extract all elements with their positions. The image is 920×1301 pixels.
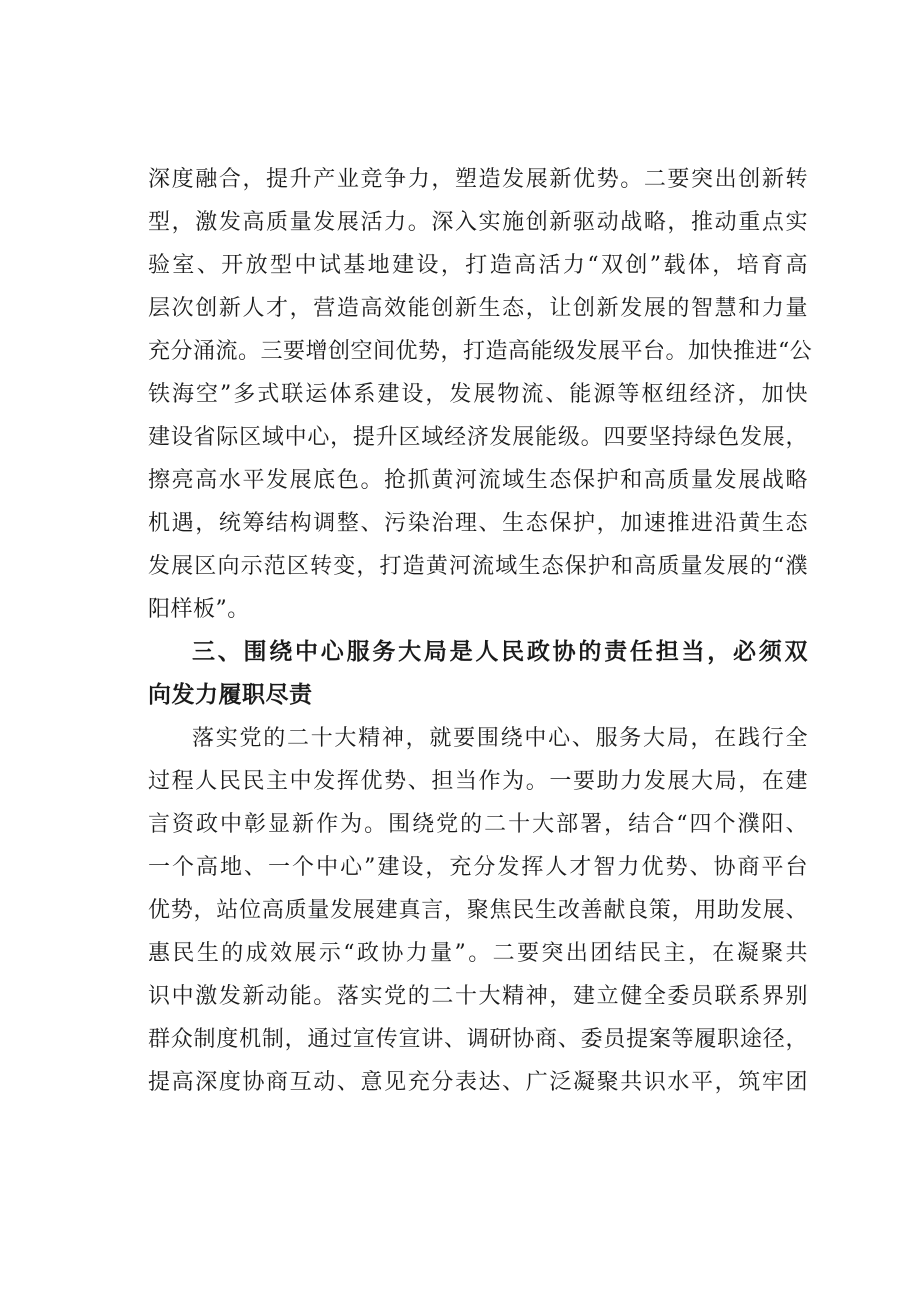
- text-line: 发展区向示范区转变，打造黄河流域生态保护和高质量发展的“濮: [148, 554, 808, 579]
- text-line: 深度融合，提升产业竞争力，塑造发展新优势。二要突出创新转: [148, 167, 808, 192]
- text-line: 识中激发新动能。落实党的二十大精神，建立健全委员联系界别: [148, 984, 808, 1009]
- text-line: 充分涌流。三要增创空间优势，打造高能级发展平台。加快推进“公: [148, 339, 813, 364]
- text-line: 阳样板”。: [148, 597, 250, 622]
- text-line: 型，激发高质量发展活力。深入实施创新驱动战略，推动重点实: [148, 210, 808, 235]
- text-line: 验室、开放型中试基地建设，打造高活力“双创”载体，培育高: [148, 253, 808, 278]
- heading-line: 三、围绕中心服务大局是人民政协的责任担当，必须双: [192, 639, 808, 665]
- text-line: 提高深度协商互动、意见充分表达、广泛凝聚共识水平，筑牢团: [148, 1070, 808, 1095]
- text-line: 铁海空”多式联运体系建设，发展物流、能源等枢纽经济，加快: [148, 382, 808, 407]
- heading-line: 向发力履职尽责: [148, 682, 313, 708]
- text-line: 惠民生的成效展示“政协力量”。二要突出团结民主，在凝聚共: [148, 941, 808, 966]
- paragraph: [148, 717, 808, 1104]
- section-heading: [148, 631, 808, 717]
- text-line: 优势，站位高质量发展建真言，聚焦民生改善献良策，用助发展、: [148, 898, 808, 923]
- text-line: 言资政中彰显新作为。围绕党的二十大部署，结合“四个濮阳、: [148, 812, 808, 837]
- text-line: 过程人民民主中发挥优势、担当作为。一要助力发展大局，在建: [148, 769, 808, 794]
- text-line: 一个高地、一个中心”建设，充分发挥人才智力优势、协商平台: [148, 855, 808, 880]
- text-line: 擦亮高水平发展底色。抢抓黄河流域生态保护和高质量发展战略: [148, 468, 808, 493]
- paragraph-continuation: [148, 158, 813, 631]
- text-line: 落实党的二十大精神，就要围绕中心、服务大局，在践行全: [192, 726, 808, 751]
- document-body: [148, 158, 813, 1104]
- text-line: 建设省际区域中心，提升区域经济发展能级。四要坚持绿色发展，: [148, 425, 808, 450]
- text-line: 机遇，统筹结构调整、污染治理、生态保护，加速推进沿黄生态: [148, 511, 808, 536]
- text-line: 群众制度机制，通过宣传宣讲、调研协商、委员提案等履职途径，: [148, 1027, 808, 1052]
- text-line: 层次创新人才，营造高效能创新生态，让创新发展的智慧和力量: [148, 296, 808, 321]
